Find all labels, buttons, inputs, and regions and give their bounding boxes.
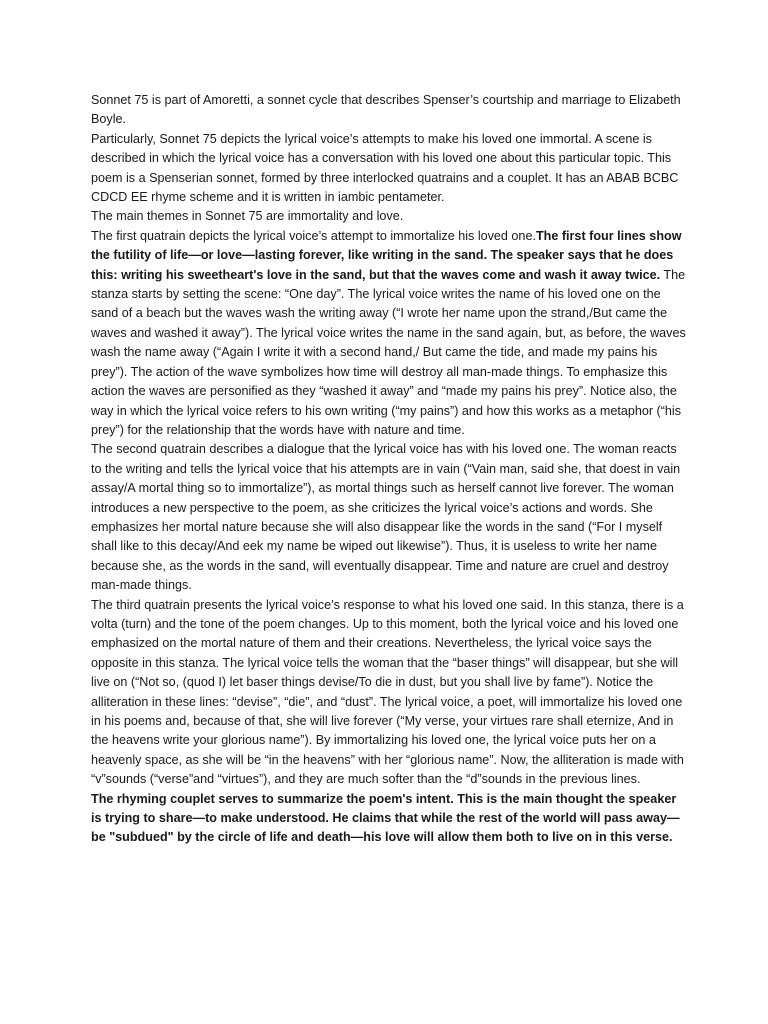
document-page	[91, 91, 687, 848]
intro-paragraph: Sonnet 75 is part of Amoretti, a sonnet cycle that describes Spenser’s courtship and marriage to Elizabeth Boyle.	[91, 93, 681, 127]
themes-paragraph: The main themes in Sonnet 75 are immortality and love.	[91, 209, 404, 224]
first-quatrain-paragraph	[91, 227, 687, 440]
couplet-paragraph: The rhyming couplet serves to summarize the poem's intent. This is the main thought the speaker is trying to share—to make understood. He claims that while the rest of the world will pass away—be "subdued" by the circle of life and death—his love will allow them both to live on in this verse.	[91, 791, 680, 845]
first-quatrain-bold-summary: The first four lines show the futility of life—or love—lasting forever, like writing in the sand. The speaker says that he does this: writing his sweetheart's love in the sand, but that the waves come and wash it away twice.	[91, 228, 682, 282]
third-quatrain-paragraph: The third quatrain presents the lyrical voice’s response to what his loved one said. In this stanza, there is a volta (turn) and the tone of the poem changes. Up to this moment, both the lyrical voice and his loved one emphasized on the mortal nature of them and their creations. Nevertheless, the lyrical voice says the opposite in this stanza. The lyrical voice tells the woman that the “baser things” will disappear, but she will live on (“Not so, (quod I) let baser things devise/To die in dust, but you shall live by fame”). Notice the alliteration in these lines: “devise”, “die”, and “dust”. The lyrical voice, a poet, will immortalize his loved one in his poems and, because of that, she will live forever (“My verse, your virtues rare shall eternize, And in the heavens write your glorious name”). By immortalizing his loved one, the lyrical voice puts her on a heavenly space, as she will be “in the heavens” with her “glorious name”. Now, the alliteration is made with “v”sounds (“verse”and “virtues”), and they are much softer than the “d”sounds in the previous lines.	[91, 597, 684, 787]
second-quatrain-paragraph: The second quatrain describes a dialogue that the lyrical voice has with his loved one. The woman reacts to the writing and tells the lyrical voice that his attempts are in vain (“Vain man, said she, that doest in vain assay/A mortal thing so to immortalize”), as mortal things such as herself cannot live forever. The woman introduces a new perspective to the poem, as she criticizes the lyrical voice’s actions and words. She emphasizes her mortal nature because she will also disappear like the words in the sand (“For I myself shall like to this decay/And eek my name be wiped out likewise”). Thus, it is useless to write her name because she, as the words in the sand, will eventually disappear. Time and nature are cruel and destroy man-made things.	[91, 442, 681, 593]
first-quatrain-lead: The first quatrain depicts the lyrical voice’s attempt to immortalize his loved one.	[91, 228, 536, 243]
overview-paragraph: Particularly, Sonnet 75 depicts the lyrical voice’s attempts to make his loved one immortal. A scene is described in which the lyrical voice has a conversation with his loved one about this particular topic. This poem is a Spenserian sonnet, formed by three interlocked quatrains and a couplet. It has an ABAB BCBC CDCD EE rhyme scheme and it is written in iambic pentameter.	[91, 131, 679, 205]
first-quatrain-analysis: The stanza starts by setting the scene: “One day”. The lyrical voice writes the name of his loved one on the sand of a beach but the waves wash the writing away (“I wrote her name upon the strand,/But came the waves and washed it away”). The lyrical voice writes the name in the sand again, but, as before, the waves wash the name away (“Again I write it with a second hand,/ But came the tide, and made my pains his prey”). The action of the wave symbolizes how time will destroy all man-made things. To emphasize this action the waves are personified as they “washed it away” and “made my pains his prey”. Notice also, the way in which the lyrical voice refers to his own writing (“my pains”) and how this works as a metaphor (“his prey”) for the relationship that the words have with nature and time.	[91, 267, 686, 437]
